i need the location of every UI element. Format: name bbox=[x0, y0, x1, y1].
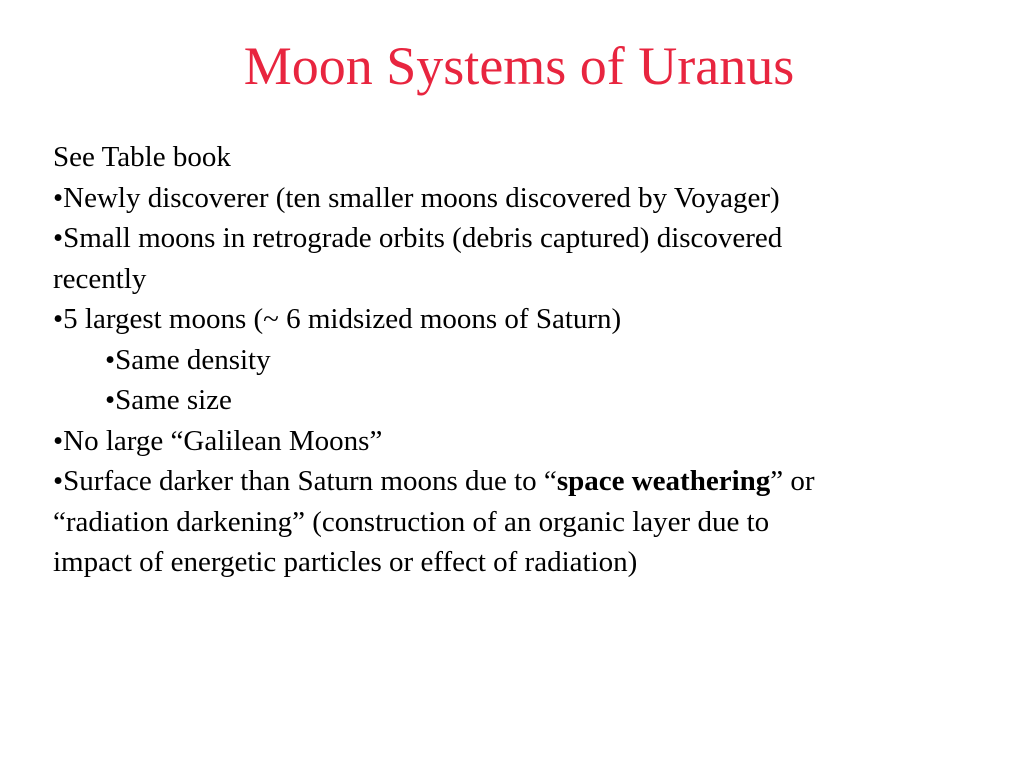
subbullet-same-size: •Same size bbox=[105, 384, 232, 416]
slide-body bbox=[53, 137, 973, 583]
bullet-small-moons-cont: recently bbox=[53, 262, 147, 295]
body-line-see-table: See Table book bbox=[53, 141, 231, 173]
bullet-five-largest: •5 largest moons (~ 6 midsized moons of Saturn) bbox=[53, 303, 622, 335]
surface-darker-text: •Surface darker than Saturn moons due to “ bbox=[53, 465, 557, 497]
bullet-small-moons: •Small moons in retrograde orbits (debris captured) discovered bbox=[53, 222, 783, 254]
subbullet-same-density: •Same density bbox=[105, 343, 271, 376]
bullet-no-galilean: •No large “Galilean Moons” bbox=[53, 424, 383, 457]
bullet-newly-discovered: •Newly discoverer (ten smaller moons discovered by Voyager) bbox=[53, 181, 780, 214]
slide-title: Moon Systems of Uranus bbox=[243, 36, 795, 96]
bullet-surface-darker bbox=[53, 461, 973, 502]
bullet-surface-darker-cont-2: impact of energetic particles or effect of radiation) bbox=[53, 546, 638, 578]
surface-darker-or: ” or bbox=[770, 465, 815, 497]
bullet-surface-darker-cont-1: “radiation darkening” (construction of an organic layer due to bbox=[53, 505, 770, 538]
space-weathering-term: space weathering bbox=[556, 465, 771, 497]
